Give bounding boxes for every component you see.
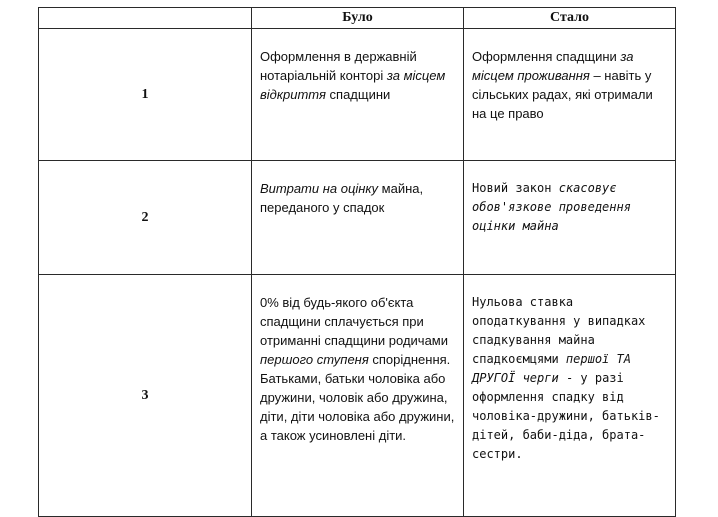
header-row xyxy=(39,8,676,29)
table-row xyxy=(39,161,676,275)
was-cell: Витрати на оцінку майна, переданого у спадок xyxy=(252,161,464,275)
row-number: 1 xyxy=(39,29,252,161)
header-now: Стало xyxy=(464,8,676,29)
row-number: 3 xyxy=(39,275,252,517)
now-cell: Новий закон скасовує обов'язкове проведення оцінки майна xyxy=(464,161,676,275)
was-cell: Оформлення в державній нотаріальній конторі за місцем відкриття спадщини xyxy=(252,29,464,161)
row-number: 2 xyxy=(39,161,252,275)
now-cell: Оформлення спадщини за місцем проживання – навіть у сільських радах, які отримали на це право xyxy=(464,29,676,161)
table-row xyxy=(39,29,676,161)
now-cell: Нульова ставка оподаткування у випадках спадкування майна спадкоємцями першої ТА ДРУГОЇ черги - у разі оформлення спадку від чоловіка-дружини, батьків-дітей, баби-діда, брата-сестри. xyxy=(464,275,676,517)
table-row xyxy=(39,275,676,517)
was-cell: 0% від будь-якого об'єкта спадщини сплачується при отриманні спадщини родичами першого ступеня споріднення. Батьками, батьки чоловіка або дружини, чоловік або дружина, діти, діти чоловіка або дружини, а також усиновлені діти. xyxy=(252,275,464,517)
header-number xyxy=(39,8,252,29)
header-was: Було xyxy=(252,8,464,29)
comparison-table xyxy=(38,7,676,517)
